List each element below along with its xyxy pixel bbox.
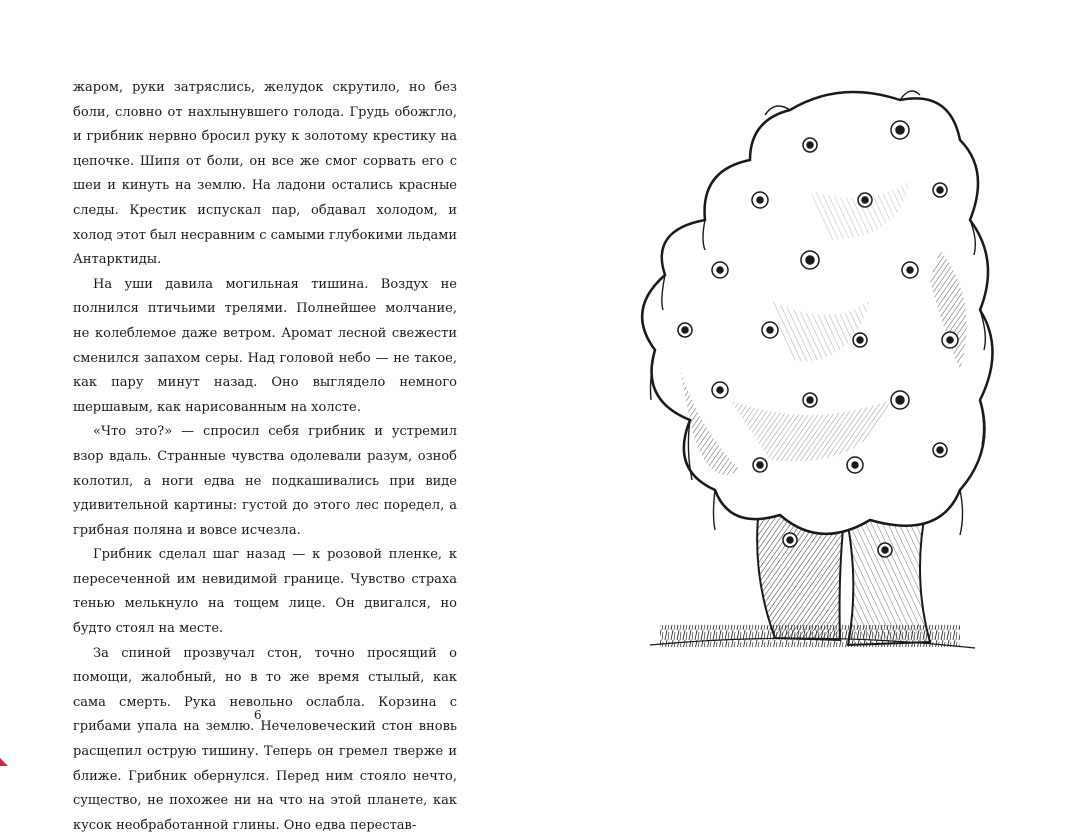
paragraph-3: «Что это?» — спросил себя грибник и устремил взор вдаль. Странные чувства одолевали разум, озноб колотил, а ноги едва не подкашивались при виде удивительной картины: густой до этого лес поредел, а грибная поляна и вовсе исчезла. [73, 424, 457, 538]
paragraph-4: Грибник сделал шаг назад — к розовой пленке, к пересеченной им невидимой границе. Чувство страха тенью мелькнуло на тощем лице. Он двигался, но будто стоял на месте. [73, 547, 457, 637]
page-number: 6 [254, 708, 262, 722]
right-page [540, 0, 1080, 766]
left-page [0, 0, 540, 833]
paragraph-2: На уши давила могильная тишина. Воздух не полнился птичьими трелями. Полнейшее молчание, не колеблемое даже ветром. Аромат лесной свежести сменился запахом серы. Над головой небо — не такое, как пару минут назад. Оно выглядело немного шершавым, как нарисованным на холсте. [73, 276, 457, 415]
corner-mark [0, 758, 8, 766]
mushroom-clay-creature-illustration [610, 70, 1010, 670]
paragraph-5: За спиной прозвучал стон, точно просящий о помощи, жалобный, но в то же время стылый, как сама смерть. Рука невольно ослабла. Корзина с грибами упала на землю. Нечеловеческий стон вновь расщепил острую тишину. Теперь он гремел тверже и ближе. Грибник обернулся. Перед ним стояло нечто, существо, не похожее ни на что на этой планете, как кусок необработанной глины. Оно едва перестав- [73, 645, 457, 833]
paragraph-1: жаром, руки затряслись, желудок скрутило, но без боли, словно от нахлынувшего голода. Грудь обожгло, и грибник нервно бросил руку к золотому крестику на цепочке. Шипя от боли, он все же смог сорвать его с шеи и кинуть на землю. На ладони остались красные следы. Крестик испускал пар, обдавал холодом, и холод этот был несравним с самыми глубокими льдами Антарктиды. [73, 80, 457, 268]
body-text [73, 76, 457, 838]
